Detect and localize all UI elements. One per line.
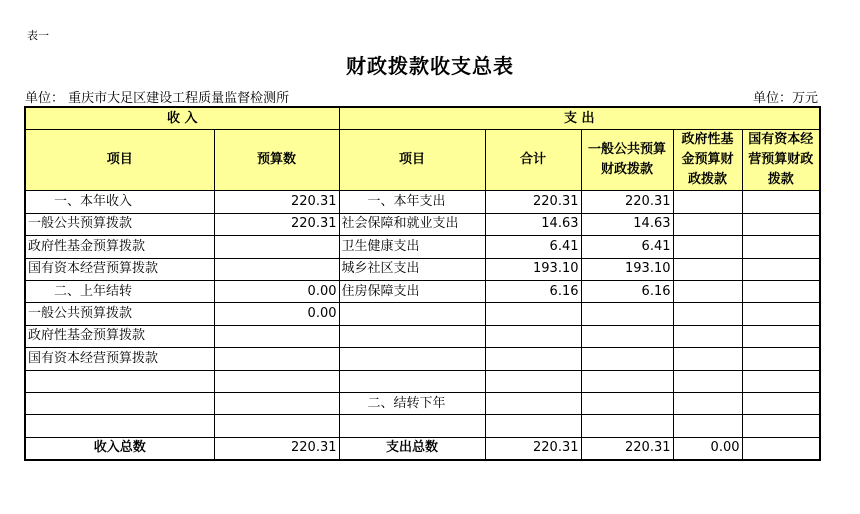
table-tag: 表一 (27, 29, 49, 42)
income-item-cell: 一般公共预算拨款 (25, 213, 214, 235)
expense-fund-cell (673, 392, 742, 414)
totals-row (25, 437, 820, 460)
expense-capital-total (742, 437, 820, 460)
expense-item-cell: 卫生健康支出 (339, 236, 485, 258)
col-income-budget: 预算数 (214, 130, 339, 191)
table-row (25, 258, 820, 280)
expense-capital-cell (742, 280, 820, 302)
col-income-item: 项目 (25, 130, 214, 191)
budget-summary-table (24, 106, 821, 461)
expense-total-cell: 220.31 (485, 191, 581, 213)
expense-item-cell: 二、结转下年 (339, 392, 485, 414)
expense-fund-cell (673, 236, 742, 258)
table-row (25, 280, 820, 302)
income-value-cell (214, 258, 339, 280)
expense-fund-cell (673, 303, 742, 325)
expense-item-cell (339, 325, 485, 347)
income-total-label: 收入总数 (25, 437, 214, 460)
income-item-cell: 政府性基金预算拨款 (25, 236, 214, 258)
expense-general-cell (581, 325, 673, 347)
expense-fund-cell (673, 258, 742, 280)
income-header: 收 入 (25, 107, 339, 130)
expense-capital-cell (742, 191, 820, 213)
income-value-cell: 0.00 (214, 280, 339, 302)
expense-capital-cell (742, 303, 820, 325)
expense-total-label: 支出总数 (339, 437, 485, 460)
income-value-cell (214, 325, 339, 347)
table-row (25, 415, 820, 437)
income-item-cell (25, 415, 214, 437)
table-row (25, 191, 820, 213)
expense-total-cell: 6.16 (485, 280, 581, 302)
expense-fund-total: 0.00 (673, 437, 742, 460)
expense-total-cell (485, 370, 581, 392)
expense-general-cell (581, 348, 673, 370)
table-row (25, 392, 820, 414)
expense-general-cell: 6.41 (581, 236, 673, 258)
expense-total-cell: 193.10 (485, 258, 581, 280)
table-row (25, 325, 820, 347)
expense-item-cell: 城乡社区支出 (339, 258, 485, 280)
expense-fund-cell (673, 325, 742, 347)
expense-total-cell (485, 415, 581, 437)
expense-capital-cell (742, 415, 820, 437)
expense-general-cell (581, 415, 673, 437)
expense-total-value: 220.31 (485, 437, 581, 460)
expense-item-cell (339, 303, 485, 325)
expense-capital-cell (742, 258, 820, 280)
expense-fund-cell (673, 415, 742, 437)
col-capital-budget: 国有资本经营预算财政拨款 (742, 130, 820, 191)
expense-capital-cell (742, 348, 820, 370)
expense-total-cell (485, 392, 581, 414)
expense-general-cell: 14.63 (581, 213, 673, 235)
expense-general-cell (581, 370, 673, 392)
income-total-value: 220.31 (214, 437, 339, 460)
expense-general-cell (581, 303, 673, 325)
unit-currency: 单位：万元 (752, 91, 818, 106)
table-row (25, 303, 820, 325)
expense-fund-cell (673, 213, 742, 235)
col-expense-item: 项目 (339, 130, 485, 191)
income-value-cell: 220.31 (214, 213, 339, 235)
table-row (25, 213, 820, 235)
expense-item-cell: 一、本年支出 (339, 191, 485, 213)
expense-item-cell: 住房保障支出 (339, 280, 485, 302)
expense-fund-cell (673, 348, 742, 370)
expense-capital-cell (742, 213, 820, 235)
table-row (25, 370, 820, 392)
expense-general-cell: 193.10 (581, 258, 673, 280)
expense-total-cell (485, 325, 581, 347)
expense-capital-cell (742, 236, 820, 258)
income-value-cell (214, 236, 339, 258)
income-item-cell: 一般公共预算拨款 (25, 303, 214, 325)
expense-total-cell: 6.41 (485, 236, 581, 258)
income-item-cell: 国有资本经营预算拨款 (25, 258, 214, 280)
col-fund-budget: 政府性基金预算财政拨款 (673, 130, 742, 191)
income-item-cell: 国有资本经营预算拨款 (25, 348, 214, 370)
expense-item-cell: 社会保障和就业支出 (339, 213, 485, 235)
expense-total-cell (485, 348, 581, 370)
expense-total-cell (485, 303, 581, 325)
expense-total-cell: 14.63 (485, 213, 581, 235)
income-item-cell: 政府性基金预算拨款 (25, 325, 214, 347)
income-value-cell (214, 415, 339, 437)
expense-general-cell (581, 392, 673, 414)
income-value-cell (214, 370, 339, 392)
expense-capital-cell (742, 325, 820, 347)
expense-header: 支 出 (339, 107, 820, 130)
income-item-cell: 一、本年收入 (25, 191, 214, 213)
income-value-cell: 0.00 (214, 303, 339, 325)
expense-general-cell: 6.16 (581, 280, 673, 302)
expense-fund-cell (673, 280, 742, 302)
unit-organization: 单位： 重庆市大足区建设工程质量监督检测所 (25, 91, 290, 106)
expense-item-cell (339, 370, 485, 392)
income-value-cell: 220.31 (214, 191, 339, 213)
expense-general-total: 220.31 (581, 437, 673, 460)
income-item-cell (25, 392, 214, 414)
expense-item-cell (339, 415, 485, 437)
expense-capital-cell (742, 370, 820, 392)
page-title: 财政拨款收支总表 (346, 54, 514, 78)
income-item-cell: 二、上年结转 (25, 280, 214, 302)
income-item-cell (25, 370, 214, 392)
expense-fund-cell (673, 191, 742, 213)
expense-item-cell (339, 348, 485, 370)
expense-capital-cell (742, 392, 820, 414)
col-expense-total: 合计 (485, 130, 581, 191)
table-row (25, 348, 820, 370)
income-value-cell (214, 392, 339, 414)
table-row (25, 236, 820, 258)
expense-fund-cell (673, 370, 742, 392)
col-general-budget: 一般公共预算财政拨款 (581, 130, 673, 191)
income-value-cell (214, 348, 339, 370)
expense-general-cell: 220.31 (581, 191, 673, 213)
